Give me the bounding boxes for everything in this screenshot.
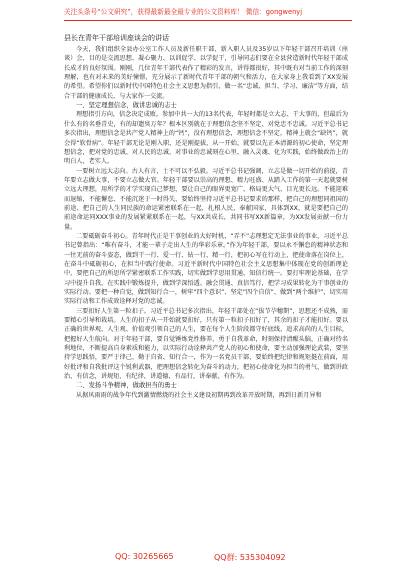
body-paragraph: 理想指引方向，信念决定成败。参加中共一大的13名代表，年轻时都是立大志、干大事的，但最后为什么有的名垂青史，有的却遗臭万年？根本区别就在于理想信念坚不坚定、对党忠不忠诚。习近平总书记多次指出，理想信念是共产党人精神上的“钙”，没有理想信念，理想信念不坚定，精神上就会“缺钙”，就会得“软骨病”。年轻干部无论是刚入职、还是刚提拔，从一开始，就要以先正本清源的初心使命，坚定理想信念，把对党的忠诚、对人民的忠诚、对事业的忠诚刻在心里、融入灵魂、化为实践，始终做政治上的明白人、老实人。 xyxy=(64,111,348,166)
footer-qq-group: QQ群: 535304092 xyxy=(214,553,286,562)
banner-text: 关注头条号“公文研究”，获得最新最全最专业的公文资料库！ 微信：gongwenyj xyxy=(64,8,303,16)
section-heading: 二、发扬斗争精神，做敢担当的勇士 xyxy=(76,382,177,390)
body-paragraph: 一要树立远大志向。古人有言，士不可以不弘毅。习近平总书记强调，立志是做一切开始的前提，青年要立志做大事，不要立志做大官。年轻干部要以崇高的理想、精力旺盛、从踏入工作的第一天起就要树立远大理想，用所学的才学实现自己梦想，要让自己的眼界更宽广、格局更大气、目光更长远。不能迎难而退缩，不能懈怠、不能沉迷于一时得失，要始终坚持习近平总书记要求的那样，把自己的理想同祖国的前途、把自己的人生同民族的命运紧密联系在一起，扎根人民、奉献国家，具体到XX，就是要把自己的前途命运同XXX事业的发展紧紧联系在一起，与XX共成长，共同书写XX新篇章，为XX发展贡献一份力量。 xyxy=(64,167,348,231)
body-paragraph: 二要砥砺奋斗初心。青年时代正是干事创业的大好时机，“弄不”志理想定无法事业的事业，习近平总书记曾指出：“唯有奋斗，才能一辈子走出人生的华彩乐章。”作为年轻干部，要以永不懈怠的精神状态和一往无前的奋斗姿态，做到干一行、爱一行、钻一行、精一行，把初心写在行动上、把使命落在岗位上，在奋斗中砥砺初心，在担当中践行使命。习近平新时代中国特色社会主义思想集中体现在党的创新理论中，要把自己的所思所学紧密联系工作实践，切实做到学思用贯通、知信行统一。要打牢理论基础，在学习中提升自我、在实践中锻炼提升，做到学深悟透、融会贯通、真信笃行，把学习成果转化为干事创业的实际行动。要把一种自觉，做到知行合一，树牢“四个意识”、坚定“四个自信”、做到“两个维护”，切实用实际行动和工作成效诠释对党的忠诚。 xyxy=(64,232,348,306)
footer xyxy=(0,546,408,568)
body-paragraph: 从据风雨雨的战争年代到激情燃烧的社会主义建设初期再到改革开放时期，再到日新月异和 xyxy=(76,391,322,399)
footer-qq: QQ: 30265665 xyxy=(115,552,174,561)
section-heading: 一、坚定理想信念，做讲忠诚的志士 xyxy=(76,102,177,110)
body-paragraph: 三要扣好人生第一粒扣子。习近平总书记多次指出，年轻干部处在“拔节孕穗期”，思想还不成熟，需要精心引导和栽培。人生的扣子从一开始就要扣好，只有第一粒扣子扣好了，其余的扣子才能扣好。要以正确的世界观、人生观、价值观引领自己的人生，要在每个人生阶段都守好底线，追求高尚的人生目标，把握好人生航向。对于年轻干部，要自觉锤炼党性修养，勇于自我革命，时刻保持清醒头脑，正确对待名利地位，不断提高自身素质和能力，以实际行动诠释共产党人的初心和使命，要主动加强理论武装，要坚持学思践悟，要严于律己、勤于自省、知行合一，作为一名党员干部，要始终把纪律和规矩挺在前面，用好批评和自我批评这个锐利武器，把理想信念转化为奋斗的动力，把初心使命化为担当的勇气，做到讲政治、有信念，讲规矩、有纪律，讲道德、有品行，讲奉献、有作为。 xyxy=(64,307,348,381)
document-title: 县长在青年干部培训座谈会的讲话 xyxy=(64,34,169,42)
banner-divider xyxy=(64,20,352,21)
intro-paragraph: 今天，我们组织全县办公室工作人员及新任职干部、新入职人员及35岁以下年轻干部召开培训（座谈）会，目的是交流思想、凝心聚力、以训促学、以学促干，引导同志们要在全县营造新时代年轻干部成长成才的良好氛围。刚刚，几位青年干部代表作了精彩的发言，讲得都很好，其中既有对当前工作的深刻理解，也有对未来的美好憧憬，充分展示了新时代青年干部的朝气和活力，在大家身上我看到了XX发展的希望。希望你们以新时代中国特色社会主义思想为指引，做一名“忠诚、担当、学习、廉洁”等方面，结合干部的健康成长，与大家作一交流。 xyxy=(64,46,348,100)
top-banner xyxy=(0,0,408,30)
document-body xyxy=(64,33,348,400)
